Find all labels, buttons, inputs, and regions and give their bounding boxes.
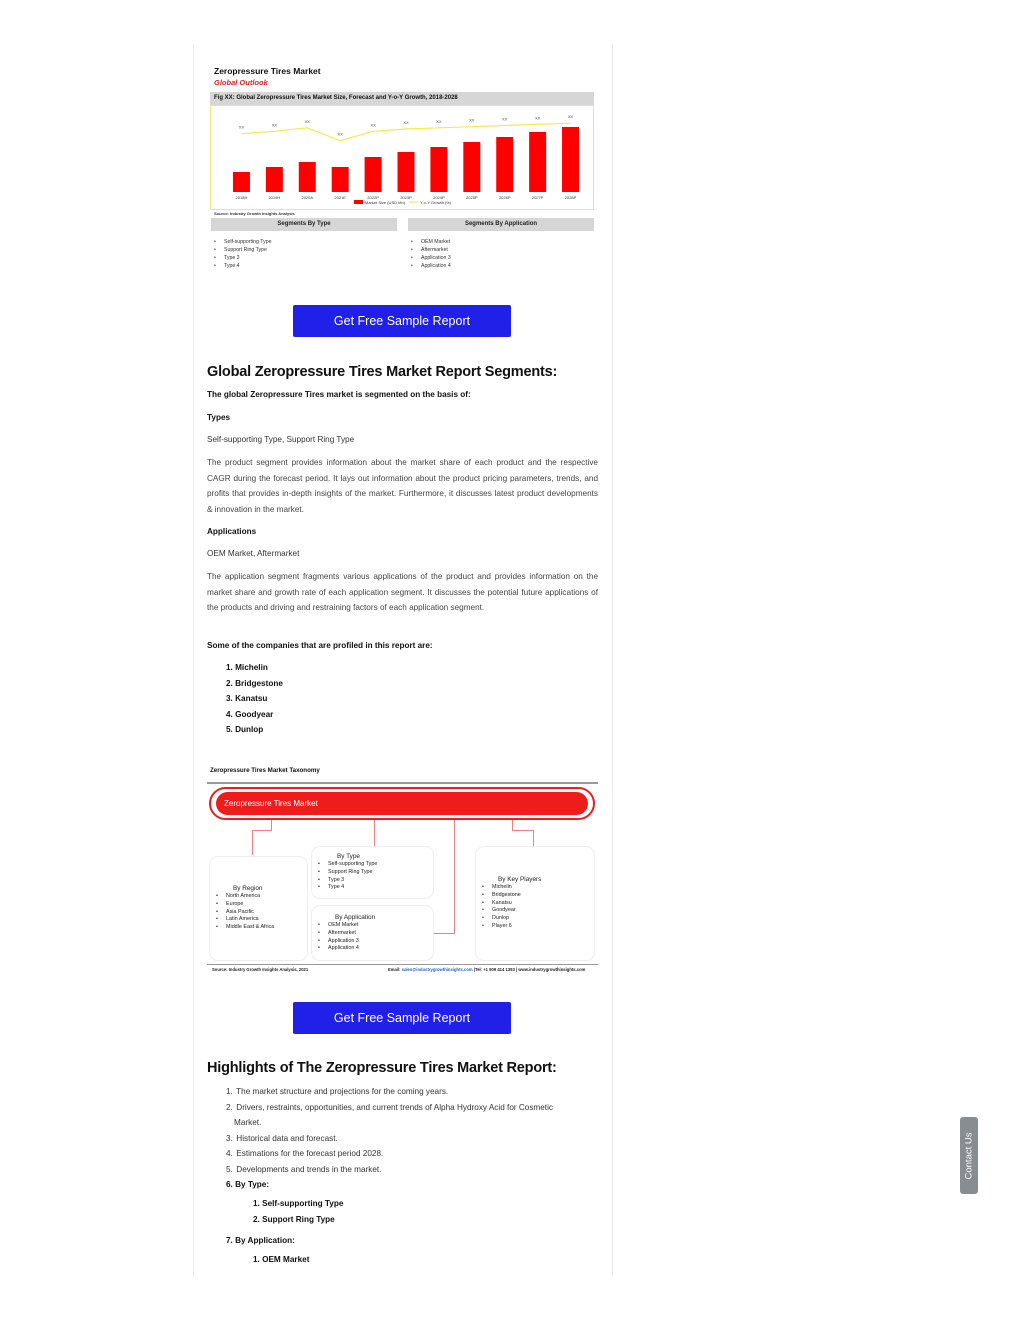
contact-email-link[interactable]: sales@industrygrowthinsights.com bbox=[401, 967, 473, 972]
chart-line-data-label: XX bbox=[567, 114, 574, 120]
by-region-item: • North America bbox=[216, 893, 307, 901]
chart-x-tick-label: 2020A bbox=[301, 195, 314, 200]
chart-line-data-label: XX bbox=[403, 120, 409, 125]
segments-intro: The global Zeropressure Tires market is segmented on the basis of: bbox=[207, 390, 471, 399]
chart-line-data-label: XX bbox=[534, 115, 541, 121]
chart-line-data-label: XX bbox=[370, 122, 376, 128]
segments-by-application-header: Segments By Application bbox=[408, 218, 594, 231]
by-region-title: By Region bbox=[233, 885, 263, 892]
legend-bar-swatch bbox=[354, 200, 363, 204]
by-key-players-item: • Dunlop bbox=[482, 915, 594, 923]
chart-bar bbox=[430, 147, 447, 192]
by-application-list bbox=[318, 922, 433, 953]
chart-growth-line bbox=[238, 123, 570, 141]
taxonomy-title: Zeropressure Tires Market Taxonomy bbox=[210, 767, 320, 774]
chart-line-data-label: XX bbox=[436, 118, 442, 124]
highlights-by-type-list bbox=[253, 1196, 343, 1228]
by-application-item: • Application 4 bbox=[318, 945, 433, 953]
contact-us-tab[interactable] bbox=[960, 1117, 978, 1194]
market-chart-svg bbox=[211, 106, 595, 211]
taxonomy-by-region-box bbox=[209, 856, 308, 961]
infographic-title: Zeropressure Tires Market bbox=[214, 66, 321, 76]
chart-bar bbox=[365, 157, 382, 192]
highlight-item bbox=[226, 1146, 598, 1162]
taxonomy-contact-line bbox=[388, 967, 585, 972]
application-segment-item: • Application 3 bbox=[411, 254, 451, 262]
highlight-number: 5. bbox=[226, 1164, 233, 1174]
contact-phone-website: |Tel: +1 909 414 1393 | www.industrygrowthinsights.com bbox=[472, 967, 586, 972]
types-value: Self-supporting Type, Support Ring Type bbox=[207, 435, 355, 444]
by-application-item: • Application 3 bbox=[318, 938, 433, 946]
by-region-item: • Europe bbox=[216, 901, 307, 909]
chart-bar bbox=[529, 132, 546, 192]
type-segment-item: • Type 4 bbox=[214, 262, 272, 270]
chart-x-tick-label: 2019H bbox=[268, 195, 281, 200]
chart-line-data-label: XX bbox=[304, 118, 310, 124]
chart-bar bbox=[233, 172, 250, 192]
chart-x-tick-label: 2026P bbox=[498, 195, 511, 200]
chart-bar bbox=[463, 142, 480, 192]
chart-bar bbox=[266, 167, 283, 192]
chart-x-tick-label: 2025P bbox=[466, 195, 478, 200]
highlights-by-application-label: 7. By Application: bbox=[226, 1236, 295, 1245]
by-application-item: • Aftermarket bbox=[318, 930, 433, 938]
by-type-item: • Support Ring Type bbox=[318, 869, 433, 877]
by-type-item: • Type 3 bbox=[318, 877, 433, 885]
type-segment-list bbox=[214, 238, 272, 270]
chart-line-data-label: XX bbox=[502, 116, 508, 122]
by-type-title: By Type bbox=[337, 853, 360, 860]
chart-x-tick-label: 2018H bbox=[235, 195, 248, 200]
chart-x-tick-label: 2028P bbox=[564, 195, 577, 200]
chart-line-data-label: XX bbox=[337, 131, 343, 137]
application-segment-item: • Aftermarket bbox=[411, 246, 451, 254]
by-key-players-title: By Key Players bbox=[498, 876, 542, 883]
type-segment-item: • Self-supporting Type bbox=[214, 238, 272, 246]
get-free-sample-report-button[interactable]: Get Free Sample Report bbox=[293, 305, 511, 337]
taxonomy-banner: Zeropressure Tires Market bbox=[216, 792, 588, 815]
taxonomy-by-application-box bbox=[311, 905, 434, 961]
by-key-players-item: • Goodyear bbox=[482, 907, 594, 915]
application-segment-item: • OEM Market bbox=[411, 238, 451, 246]
by-type-list bbox=[318, 861, 433, 892]
chart-x-tick-label: 2023P bbox=[400, 195, 412, 200]
type-segment-item: • Support Ring Type bbox=[214, 246, 272, 254]
company-item: 3. Kanatsu bbox=[226, 694, 268, 704]
chart-source: Source: Industry Growth Insights Analysis bbox=[214, 211, 295, 216]
highlights-by-type-label: 6. By Type: bbox=[226, 1180, 270, 1189]
market-chart bbox=[210, 105, 594, 210]
by-region-item: • Middle East & Africa bbox=[216, 924, 307, 932]
highlights-heading: Highlights of The Zeropressure Tires Market Report: bbox=[207, 1060, 557, 1076]
company-item: 4. Goodyear bbox=[226, 709, 274, 719]
highlights-by-application-list bbox=[253, 1252, 309, 1268]
highlights-list bbox=[226, 1084, 598, 1178]
taxonomy-bottom-rule bbox=[207, 964, 598, 965]
connector-line bbox=[533, 830, 534, 846]
highlight-text: The market structure and projections for the coming years. bbox=[236, 1087, 449, 1096]
by-type-item: • Self-supporting Type bbox=[318, 861, 433, 869]
highlight-item bbox=[226, 1084, 598, 1100]
highlight-number: 3. bbox=[226, 1133, 233, 1143]
by-key-players-item: • Bridgestone bbox=[482, 892, 594, 900]
by-key-players-item: • Player 6 bbox=[482, 923, 594, 931]
by-key-players-item: • Kanatsu bbox=[482, 900, 594, 908]
contact-us-label: Contact Us bbox=[963, 1132, 975, 1179]
company-item: 2. Bridgestone bbox=[226, 678, 283, 688]
highlights-type-item: 2. Support Ring Type bbox=[253, 1215, 335, 1224]
connector-line bbox=[252, 820, 272, 831]
applications-paragraph: The application segment fragments various applications of the product and provides information on the market share and growth rate of each application segment. It discusses the potential future applications of the products and driving and restraining factors of each application segment. bbox=[207, 572, 598, 612]
highlight-item bbox=[226, 1100, 598, 1131]
by-region-list bbox=[216, 893, 307, 932]
connector-line bbox=[434, 820, 455, 934]
types-paragraph: The product segment provides information about the market share of each product and the respective CAGR during the forecast period. It lays out information about the product pricing parameters, trends, and profits that provides in-depth insights of the market. Furthermore, it discusses latest product developments & innovation in the market. bbox=[207, 458, 598, 514]
chart-x-tick-label: 2021E bbox=[334, 195, 346, 200]
get-free-sample-report-button-2[interactable]: Get Free Sample Report bbox=[293, 1002, 511, 1034]
chart-x-tick-label: 2022P bbox=[367, 195, 379, 200]
by-key-players-item: • Michelin bbox=[482, 884, 594, 892]
taxonomy-source: Source: Industry Growth Insights Analysis, 2021 bbox=[212, 967, 309, 972]
type-segment-item: • Type 3 bbox=[214, 254, 272, 262]
legend-line-label: Y-o-Y Growth (%) bbox=[420, 200, 452, 205]
highlight-item bbox=[226, 1131, 598, 1147]
highlight-text-continued: Market. bbox=[234, 1118, 262, 1128]
company-item: 1. Michelin bbox=[226, 663, 268, 672]
highlight-number: 2. bbox=[226, 1102, 233, 1112]
contact-email-label: Email: bbox=[388, 967, 402, 972]
by-application-title: By Application bbox=[335, 914, 376, 921]
chart-bar bbox=[398, 152, 415, 192]
chart-bar bbox=[562, 127, 579, 192]
taxonomy-top-rule bbox=[207, 782, 598, 784]
infographic-subtitle: Global Outlook bbox=[214, 78, 268, 87]
chart-bar bbox=[332, 167, 349, 192]
company-item: 5. Dunlop bbox=[226, 725, 264, 735]
applications-value: OEM Market, Aftermarket bbox=[207, 549, 300, 558]
connector-line bbox=[374, 820, 375, 846]
highlight-text: Drivers, restraints, opportunities, and current trends of Alpha Hydroxy Acid for Cosmetic bbox=[236, 1102, 553, 1112]
types-label: Types bbox=[207, 413, 231, 422]
chart-line-data-label: XX bbox=[469, 117, 475, 123]
taxonomy-by-type-box bbox=[311, 846, 434, 899]
segments-heading: Global Zeropressure Tires Market Report Segments: bbox=[207, 364, 558, 380]
chart-x-tick-label: 2024P bbox=[433, 195, 445, 200]
chart-bar bbox=[496, 137, 513, 192]
taxonomy-by-key-players-box bbox=[475, 846, 595, 961]
highlight-text: Historical data and forecast. bbox=[236, 1133, 338, 1143]
chart-bar bbox=[299, 162, 316, 192]
highlight-text: Developments and trends in the market. bbox=[236, 1164, 382, 1174]
highlight-item bbox=[226, 1162, 598, 1178]
highlights-application-item: 1. OEM Market bbox=[253, 1255, 310, 1264]
chart-x-tick-label: 2027P bbox=[531, 195, 544, 200]
application-segment-list bbox=[411, 238, 451, 270]
highlight-text: Estimations for the forecast period 2028. bbox=[236, 1149, 384, 1159]
application-segment-item: • Application 4 bbox=[411, 262, 451, 270]
chart-line-data-label: XX bbox=[271, 122, 278, 128]
by-key-players-list bbox=[482, 884, 594, 931]
highlight-number: 4. bbox=[226, 1149, 233, 1159]
by-application-item: • OEM Market bbox=[318, 922, 433, 930]
applications-label: Applications bbox=[207, 527, 257, 536]
chart-line-data-label: XX bbox=[238, 124, 245, 130]
figure-caption: Fig XX: Global Zeropressure Tires Market Size, Forecast and Y-o-Y Growth, 2018-2028 bbox=[210, 92, 594, 105]
companies-intro: Some of the companies that are profiled in this report are: bbox=[207, 641, 433, 650]
connector-line bbox=[252, 830, 253, 855]
companies-list bbox=[226, 663, 283, 741]
connector-line bbox=[512, 820, 534, 831]
segments-by-type-header: Segments By Type bbox=[211, 218, 397, 231]
highlight-number: 1. bbox=[226, 1087, 233, 1096]
legend-bar-label: Market Size (USD Mn) bbox=[365, 200, 406, 205]
by-type-item: • Type 4 bbox=[318, 884, 433, 892]
by-region-item: • Asia Pacific bbox=[216, 909, 307, 917]
by-region-item: • Latin America bbox=[216, 916, 307, 924]
highlights-type-item: 1. Self-supporting Type bbox=[253, 1199, 344, 1208]
